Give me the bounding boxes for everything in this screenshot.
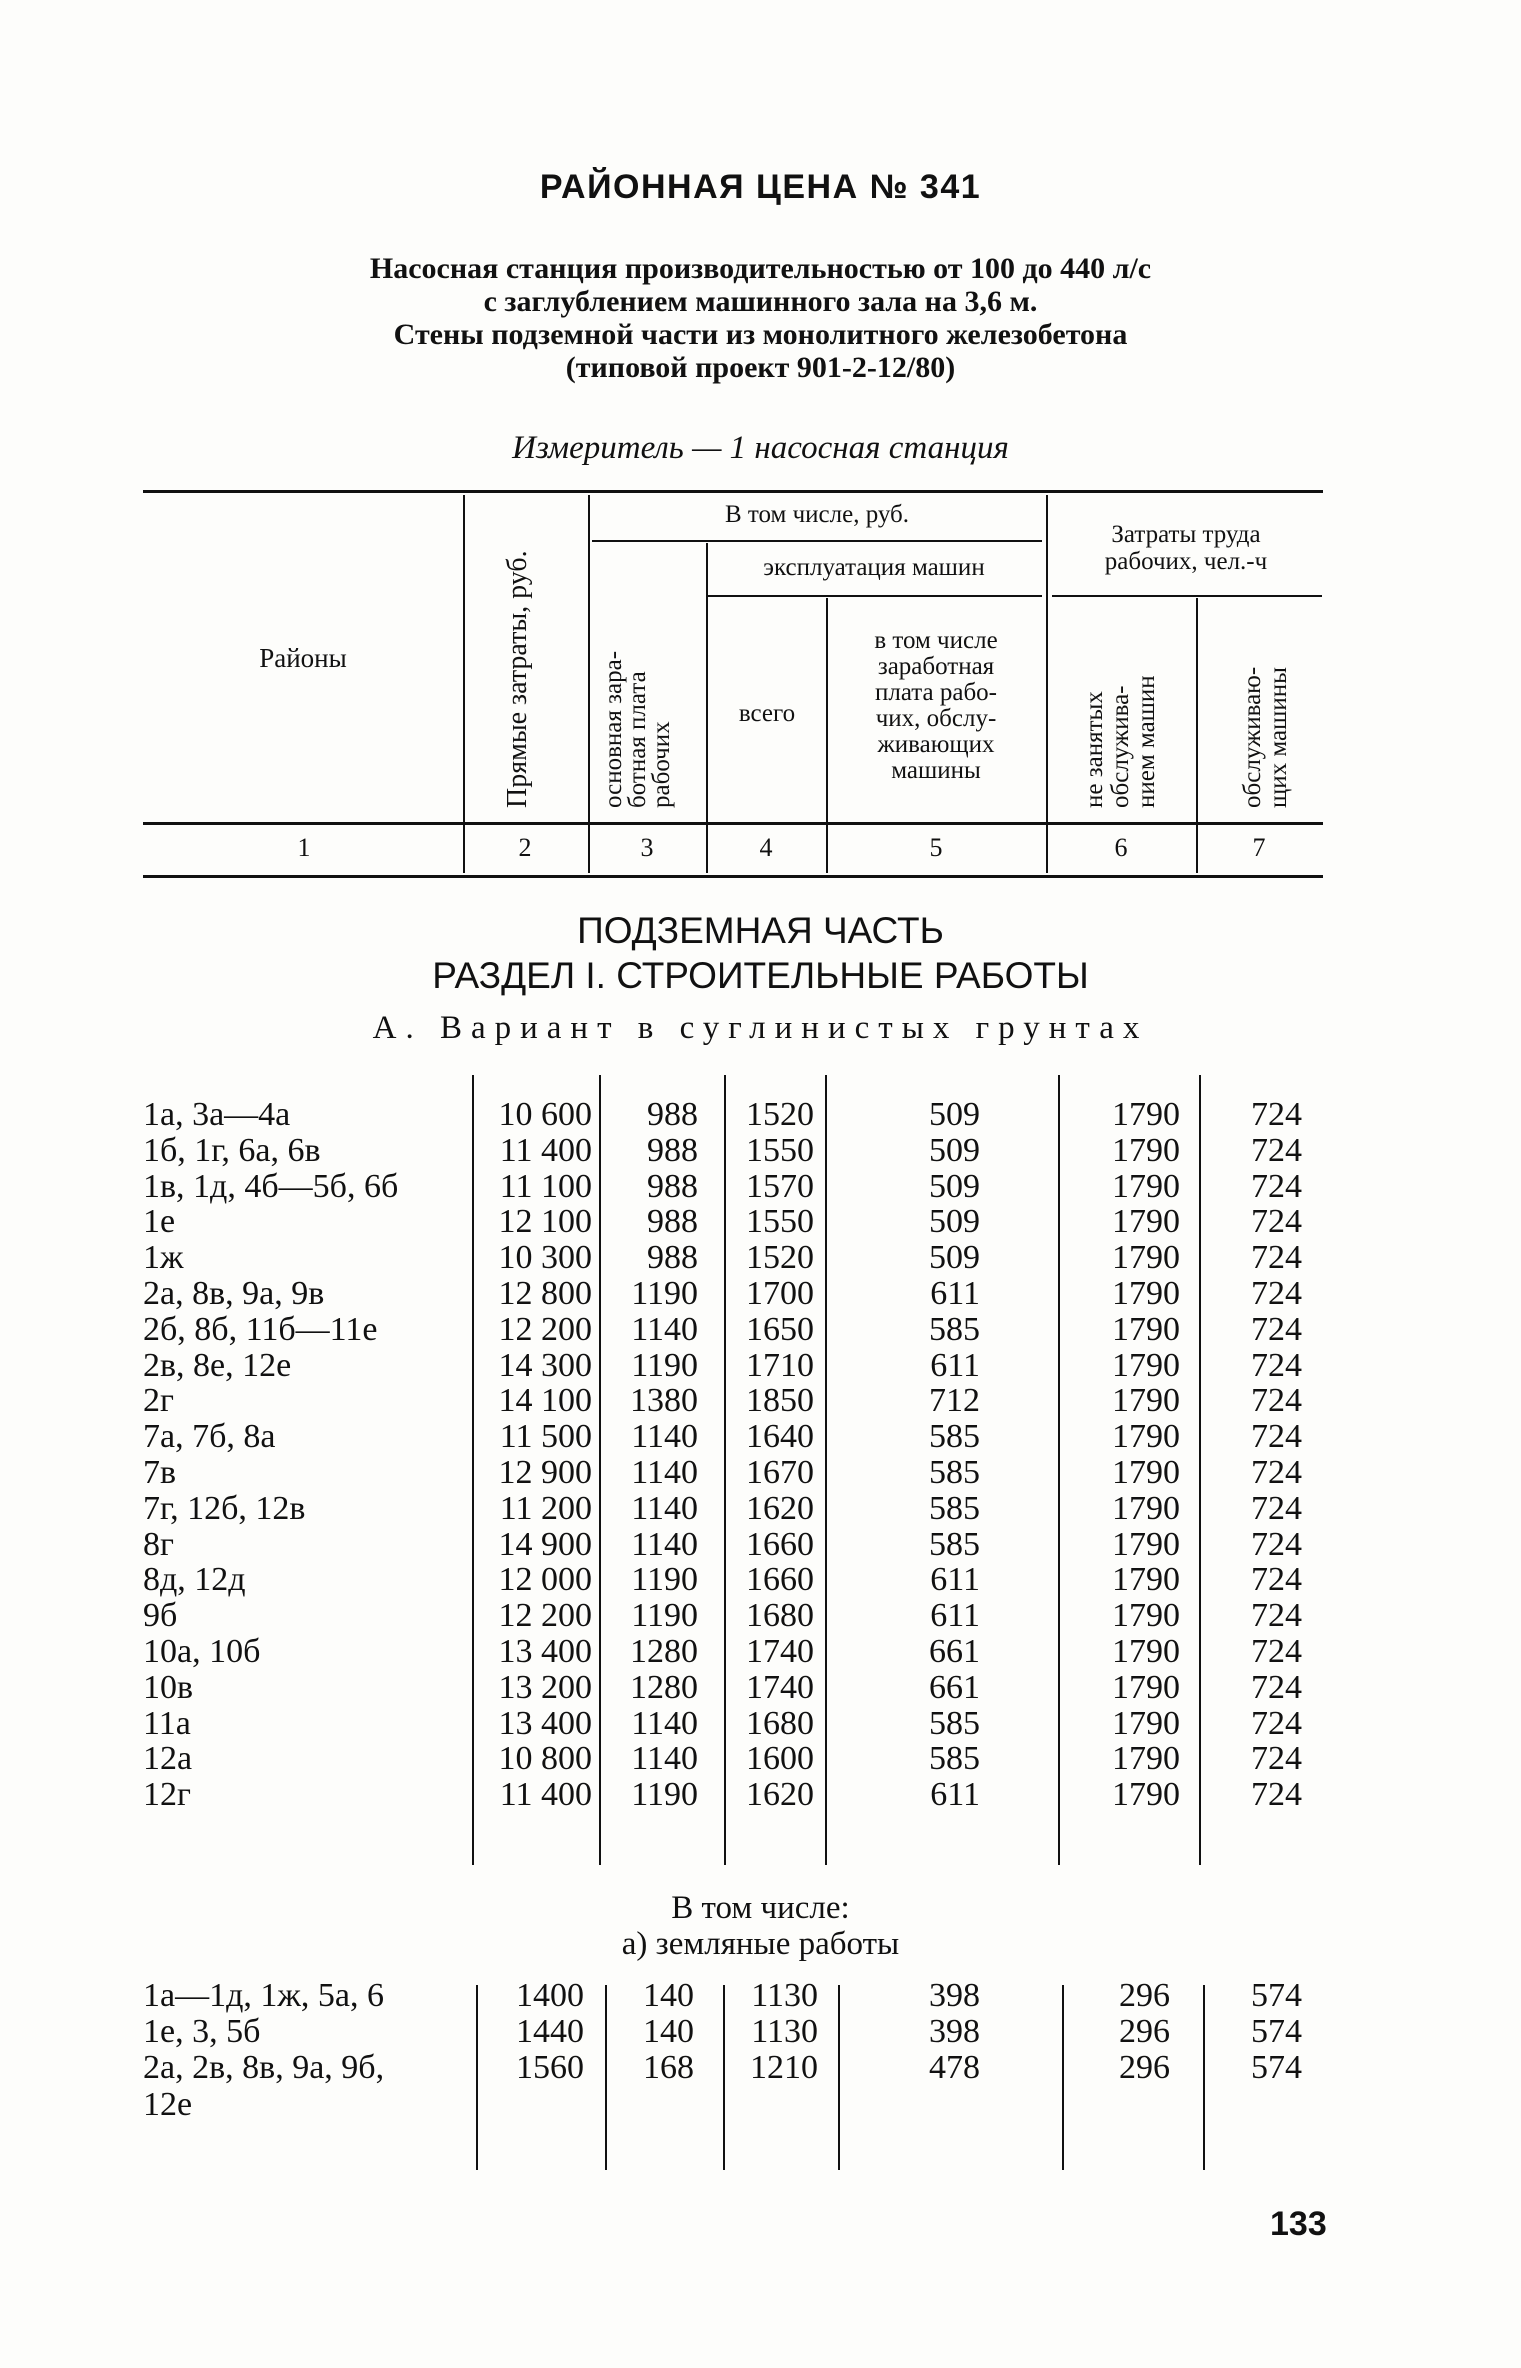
col-basic-wage: основная зара- ботная плата рабочих <box>600 650 675 808</box>
table-row <box>0 1419 1521 1455</box>
table-row <box>0 1383 1521 1419</box>
col-num-5: 5 <box>929 833 943 862</box>
table-cell-col2: 11 400 <box>499 1776 592 1814</box>
vrule-5 <box>1046 495 1048 873</box>
table-cell-col2: 10 800 <box>498 1740 592 1778</box>
table-cell-col2: 12 000 <box>498 1561 592 1599</box>
table-cell-col1: 10в <box>143 1668 194 1706</box>
table-cell-col7: 724 <box>1251 1740 1302 1778</box>
table-row <box>0 1169 1521 1205</box>
table-cell-col2: 13 200 <box>498 1668 592 1706</box>
table-cell-col4: 1570 <box>746 1167 814 1205</box>
table-row <box>0 1634 1521 1670</box>
table-cell-col2: 13 400 <box>498 1704 592 1742</box>
table-cell-col2: 11 100 <box>499 1167 592 1205</box>
table-cell-col3: 140 <box>643 2013 694 2050</box>
table-cell-col5: 611 <box>930 1346 980 1384</box>
table-cell-col4: 1520 <box>746 1096 814 1133</box>
page-number: 133 <box>1270 2205 1327 2243</box>
table-cell-col4: 1740 <box>746 1668 814 1706</box>
table-cell-col6: 296 <box>1119 1977 1170 2014</box>
table-cell-col2: 10 300 <box>498 1239 592 1277</box>
table-cell-col7: 574 <box>1251 2049 1302 2086</box>
table-row <box>0 1491 1521 1527</box>
table-cell-col2: 12 200 <box>498 1310 592 1348</box>
table-cell-col1: 1е, 3, 5б <box>143 2013 261 2050</box>
table-cell-col4: 1680 <box>746 1597 814 1635</box>
table-cell-col4: 1550 <box>746 1203 814 1241</box>
rule-under-group <box>592 540 1042 542</box>
table-cell-col6: 1790 <box>1112 1633 1180 1670</box>
table-cell-col1: 1б, 1г, 6а, 6в <box>143 1131 321 1169</box>
table-row <box>0 1741 1521 1777</box>
col-machines-wage: в том числе заработная плата рабо- чих, обслу- живающих машины <box>874 627 998 784</box>
table-cell-col3: 1280 <box>630 1633 698 1670</box>
table-cell-col6: 1790 <box>1112 1346 1180 1384</box>
table-cell-col7: 724 <box>1251 1668 1302 1706</box>
table-cell-col5: 478 <box>929 2049 980 2086</box>
table-cell-col2: 1400 <box>516 1977 584 2014</box>
table-cell-col3: 1190 <box>631 1561 698 1599</box>
subtitle-line-2: с заглублением машинного зала на 3,6 м. <box>483 285 1038 318</box>
table-cell-col1: 1а, 3а—4а <box>143 1096 291 1133</box>
table-cell-col2: 1440 <box>516 2013 584 2050</box>
table-cell-col3: 1190 <box>631 1776 698 1814</box>
subtitle-line-1: Насосная станция производительностью от 100 до 440 л/с <box>369 252 1152 285</box>
table-cell-col1: 1в, 1д, 4б—5б, 6б <box>143 1167 399 1205</box>
page-title: РАЙОННАЯ ЦЕНА № 341 <box>539 168 982 206</box>
table-cell-col3: 1140 <box>631 1704 698 1742</box>
table-cell-col7: 724 <box>1251 1382 1302 1420</box>
table-cell-col1: 7г, 12б, 12в <box>143 1489 306 1527</box>
table-cell-col1: 8г <box>143 1525 174 1563</box>
table-cell-col7: 724 <box>1251 1454 1302 1491</box>
table-row <box>0 1312 1521 1348</box>
table-cell-col6: 1790 <box>1112 1489 1180 1527</box>
header-top-rule <box>143 490 1323 493</box>
table-row <box>0 1706 1521 1742</box>
table-cell-col6: 1790 <box>1112 1668 1180 1706</box>
table-cell-col4: 1670 <box>746 1454 814 1491</box>
vrule-6 <box>1196 598 1198 873</box>
table-cell-col5: 585 <box>929 1310 980 1348</box>
table-cell-col1: 1е <box>143 1203 176 1241</box>
group-labor-costs: Затраты труда рабочих, чел.-ч <box>1104 521 1268 575</box>
table-cell-col6: 1790 <box>1112 1167 1180 1205</box>
table-cell-col5: 509 <box>929 1131 980 1169</box>
table-cell-col6: 1790 <box>1112 1310 1180 1348</box>
table-cell-col5: 585 <box>929 1704 980 1742</box>
table-cell-col5: 611 <box>930 1597 980 1635</box>
table-cell-col6: 1790 <box>1112 1096 1180 1133</box>
table-row <box>0 1978 1521 2014</box>
table-cell-col1: 7в <box>143 1454 177 1491</box>
table-cell-col3: 988 <box>647 1203 698 1241</box>
table-cell-col7: 724 <box>1251 1310 1302 1348</box>
table-row <box>0 1598 1521 1634</box>
table-cell-col2: 13 400 <box>498 1633 592 1670</box>
table-cell-col2: 11 400 <box>499 1131 592 1169</box>
table-row <box>0 2050 1521 2086</box>
col-machines-total: всего <box>738 700 796 727</box>
rule-under-labor <box>1052 595 1322 597</box>
table-cell-col5: 585 <box>929 1454 980 1491</box>
table-cell-col3: 1280 <box>630 1668 698 1706</box>
table-cell-col7: 724 <box>1251 1239 1302 1277</box>
table-cell-col7: 724 <box>1251 1489 1302 1527</box>
rule-under-machines <box>706 595 1042 597</box>
vrule-1 <box>463 495 465 873</box>
table-cell-col4: 1660 <box>746 1525 814 1563</box>
section-part: ПОДЗЕМНАЯ ЧАСТЬ <box>577 910 944 951</box>
table-cell-col4: 1600 <box>746 1740 814 1778</box>
table-cell-col1: 2в, 8е, 12е <box>143 1346 292 1384</box>
header-mid-rule <box>143 822 1323 825</box>
table-row <box>0 1777 1521 1813</box>
section-variant: А. Вариант в суглинистых грунтах <box>372 1010 1149 1046</box>
table-cell-col3: 140 <box>643 1977 694 2014</box>
table-cell-col6: 1790 <box>1112 1525 1180 1563</box>
table-cell-col4: 1130 <box>751 1977 818 2014</box>
vrule-3 <box>706 543 708 873</box>
table-cell-col6: 1790 <box>1112 1239 1180 1277</box>
table-row <box>0 1670 1521 1706</box>
table-cell-col5: 585 <box>929 1418 980 1456</box>
table-cell-col5: 585 <box>929 1489 980 1527</box>
table-cell-col3: 988 <box>647 1239 698 1277</box>
table-cell-col1: 2а, 2в, 8в, 9а, 9б, <box>143 2049 385 2086</box>
table-cell-col7: 724 <box>1251 1346 1302 1384</box>
table-cell-col6: 1790 <box>1112 1382 1180 1420</box>
table-cell-col7: 724 <box>1251 1096 1302 1133</box>
table-row <box>0 1097 1521 1133</box>
table-cell-col1: 12а <box>143 1740 193 1778</box>
table-cell-col3: 1140 <box>631 1310 698 1348</box>
table-cell-col2: 12 900 <box>498 1454 592 1491</box>
table-cell-col1: 9б <box>143 1597 178 1635</box>
table-cell-col5: 398 <box>929 1977 980 2014</box>
table-cell-col4: 1620 <box>746 1776 814 1814</box>
table-cell-col5: 585 <box>929 1740 980 1778</box>
table-cell-col1: 10а, 10б <box>143 1633 261 1670</box>
table-cell-col7: 724 <box>1251 1633 1302 1670</box>
table-cell-col5: 611 <box>930 1776 980 1814</box>
table-row <box>0 1133 1521 1169</box>
table-cell-col1: 1ж <box>143 1239 184 1277</box>
table-cell-col2: 10 600 <box>498 1096 592 1133</box>
table-cell-col4: 1700 <box>746 1275 814 1312</box>
table-cell-col3: 1140 <box>631 1418 698 1456</box>
table-cell-col3: 1140 <box>631 1525 698 1563</box>
table-cell-col6: 1790 <box>1112 1203 1180 1241</box>
table-cell-col2: 12 200 <box>498 1597 592 1635</box>
table-cell-col6: 1790 <box>1112 1454 1180 1491</box>
table-cell-col3: 988 <box>647 1096 698 1133</box>
table-cell-col6: 1790 <box>1112 1418 1180 1456</box>
table-cell-col6: 1790 <box>1112 1776 1180 1814</box>
table-row <box>0 1562 1521 1598</box>
row-continuation: 12е <box>143 2086 193 2123</box>
table-cell-col2: 14 100 <box>498 1382 592 1420</box>
table-cell-col5: 611 <box>930 1275 980 1312</box>
table-cell-col3: 1380 <box>630 1382 698 1420</box>
table-cell-col4: 1710 <box>746 1346 814 1384</box>
table-cell-col4: 1620 <box>746 1489 814 1527</box>
group-machine-operation: эксплуатация машин <box>763 554 985 581</box>
table-cell-col2: 12 100 <box>498 1203 592 1241</box>
table-row <box>0 1204 1521 1240</box>
table-cell-col5: 661 <box>929 1668 980 1706</box>
subtitle-line-4: (типовой проект 901-2-12/80) <box>565 351 956 384</box>
table-cell-col2: 11 200 <box>499 1489 592 1527</box>
table-row <box>0 1527 1521 1563</box>
table-row <box>0 1348 1521 1384</box>
table-cell-col5: 585 <box>929 1525 980 1563</box>
table-row <box>0 1276 1521 1312</box>
table-cell-col4: 1740 <box>746 1633 814 1670</box>
group-including-rub: В том числе, руб. <box>724 501 910 528</box>
col-direct-costs: Прямые затраты, руб. <box>502 550 533 808</box>
section-chapter: РАЗДЕЛ I. СТРОИТЕЛЬНЫЕ РАБОТЫ <box>432 955 1089 996</box>
table-cell-col7: 724 <box>1251 1704 1302 1742</box>
table-cell-col1: 11а <box>143 1704 191 1742</box>
table-cell-col5: 509 <box>929 1239 980 1277</box>
table-cell-col3: 168 <box>643 2049 694 2086</box>
table-cell-col4: 1550 <box>746 1131 814 1169</box>
table-cell-col7: 724 <box>1251 1131 1302 1169</box>
table-row <box>0 1240 1521 1276</box>
table-cell-col7: 724 <box>1251 1167 1302 1205</box>
table-cell-col6: 1790 <box>1112 1275 1180 1312</box>
table-cell-col2: 1560 <box>516 2049 584 2086</box>
table-cell-col1: 2б, 8б, 11б—11е <box>143 1310 378 1348</box>
table-cell-col4: 1850 <box>746 1382 814 1420</box>
table-row <box>0 1455 1521 1491</box>
table-cell-col6: 296 <box>1119 2013 1170 2050</box>
table-cell-col1: 12г <box>143 1776 191 1814</box>
col-num-1: 1 <box>297 833 311 862</box>
earthworks-label: а) земляные работы <box>621 1926 900 1962</box>
table-cell-col5: 398 <box>929 2013 980 2050</box>
table-cell-col7: 724 <box>1251 1597 1302 1635</box>
table-cell-col6: 1790 <box>1112 1704 1180 1742</box>
table-cell-col6: 1790 <box>1112 1597 1180 1635</box>
table-cell-col2: 12 800 <box>498 1275 592 1312</box>
table-cell-col5: 509 <box>929 1203 980 1241</box>
table-cell-col3: 988 <box>647 1167 698 1205</box>
table-cell-col5: 712 <box>929 1382 980 1420</box>
table-cell-col5: 661 <box>929 1633 980 1670</box>
table-cell-col6: 1790 <box>1112 1561 1180 1599</box>
table-cell-col4: 1650 <box>746 1310 814 1348</box>
col-num-2: 2 <box>518 833 532 862</box>
table-cell-col4: 1520 <box>746 1239 814 1277</box>
table-cell-col3: 988 <box>647 1131 698 1169</box>
subtitle-line-3: Стены подземной части из монолитного железобетона <box>393 318 1128 351</box>
col-num-6: 6 <box>1114 833 1128 862</box>
table-cell-col7: 724 <box>1251 1561 1302 1599</box>
table-cell-col3: 1140 <box>631 1454 698 1491</box>
table-cell-col5: 509 <box>929 1167 980 1205</box>
table-cell-col7: 574 <box>1251 1977 1302 2014</box>
table-cell-col7: 724 <box>1251 1776 1302 1814</box>
table-cell-col4: 1640 <box>746 1418 814 1456</box>
table-cell-col6: 296 <box>1119 2049 1170 2086</box>
col-num-3: 3 <box>640 833 654 862</box>
table-cell-col7: 724 <box>1251 1418 1302 1456</box>
table-cell-col2: 14 900 <box>498 1525 592 1563</box>
col-not-busy: не занятых обслужива- нием машин <box>1081 675 1160 808</box>
table-cell-col3: 1140 <box>631 1740 698 1778</box>
table-cell-col6: 1790 <box>1112 1740 1180 1778</box>
table-cell-col1: 7а, 7б, 8а <box>143 1418 276 1456</box>
table-cell-col1: 2а, 8в, 9а, 9в <box>143 1275 325 1312</box>
table-cell-col7: 724 <box>1251 1525 1302 1563</box>
table-cell-col4: 1660 <box>746 1561 814 1599</box>
table-cell-col5: 611 <box>930 1561 980 1599</box>
col-num-4: 4 <box>759 833 773 862</box>
header-bottom-rule <box>143 875 1323 878</box>
table-cell-col3: 1190 <box>631 1597 698 1635</box>
col-num-7: 7 <box>1252 833 1266 862</box>
table-cell-col3: 1190 <box>631 1275 698 1312</box>
table-cell-col1: 2г <box>143 1382 174 1420</box>
table-cell-col2: 11 500 <box>499 1418 592 1456</box>
table-cell-col3: 1140 <box>631 1489 698 1527</box>
measure-unit: Измеритель — 1 насосная станция <box>512 430 1009 466</box>
table-cell-col7: 724 <box>1251 1203 1302 1241</box>
table-cell-col7: 724 <box>1251 1275 1302 1312</box>
vrule-2 <box>588 495 590 873</box>
table-cell-col4: 1680 <box>746 1704 814 1742</box>
including-label: В том числе: <box>671 1890 850 1926</box>
table-cell-col2: 14 300 <box>498 1346 592 1384</box>
table-cell-col5: 509 <box>929 1096 980 1133</box>
table-cell-col4: 1130 <box>751 2013 818 2050</box>
table-cell-col7: 574 <box>1251 2013 1302 2050</box>
table-cell-col3: 1190 <box>631 1346 698 1384</box>
table-cell-col6: 1790 <box>1112 1131 1180 1169</box>
col-regions: Районы <box>259 643 347 673</box>
table-cell-col1: 1а—1д, 1ж, 5а, 6 <box>143 1977 384 2014</box>
col-servicing: обслуживаю- щих машины <box>1239 666 1292 808</box>
table-row <box>0 2014 1521 2050</box>
table-cell-col1: 8д, 12д <box>143 1561 246 1599</box>
table-cell-col4: 1210 <box>750 2049 818 2086</box>
